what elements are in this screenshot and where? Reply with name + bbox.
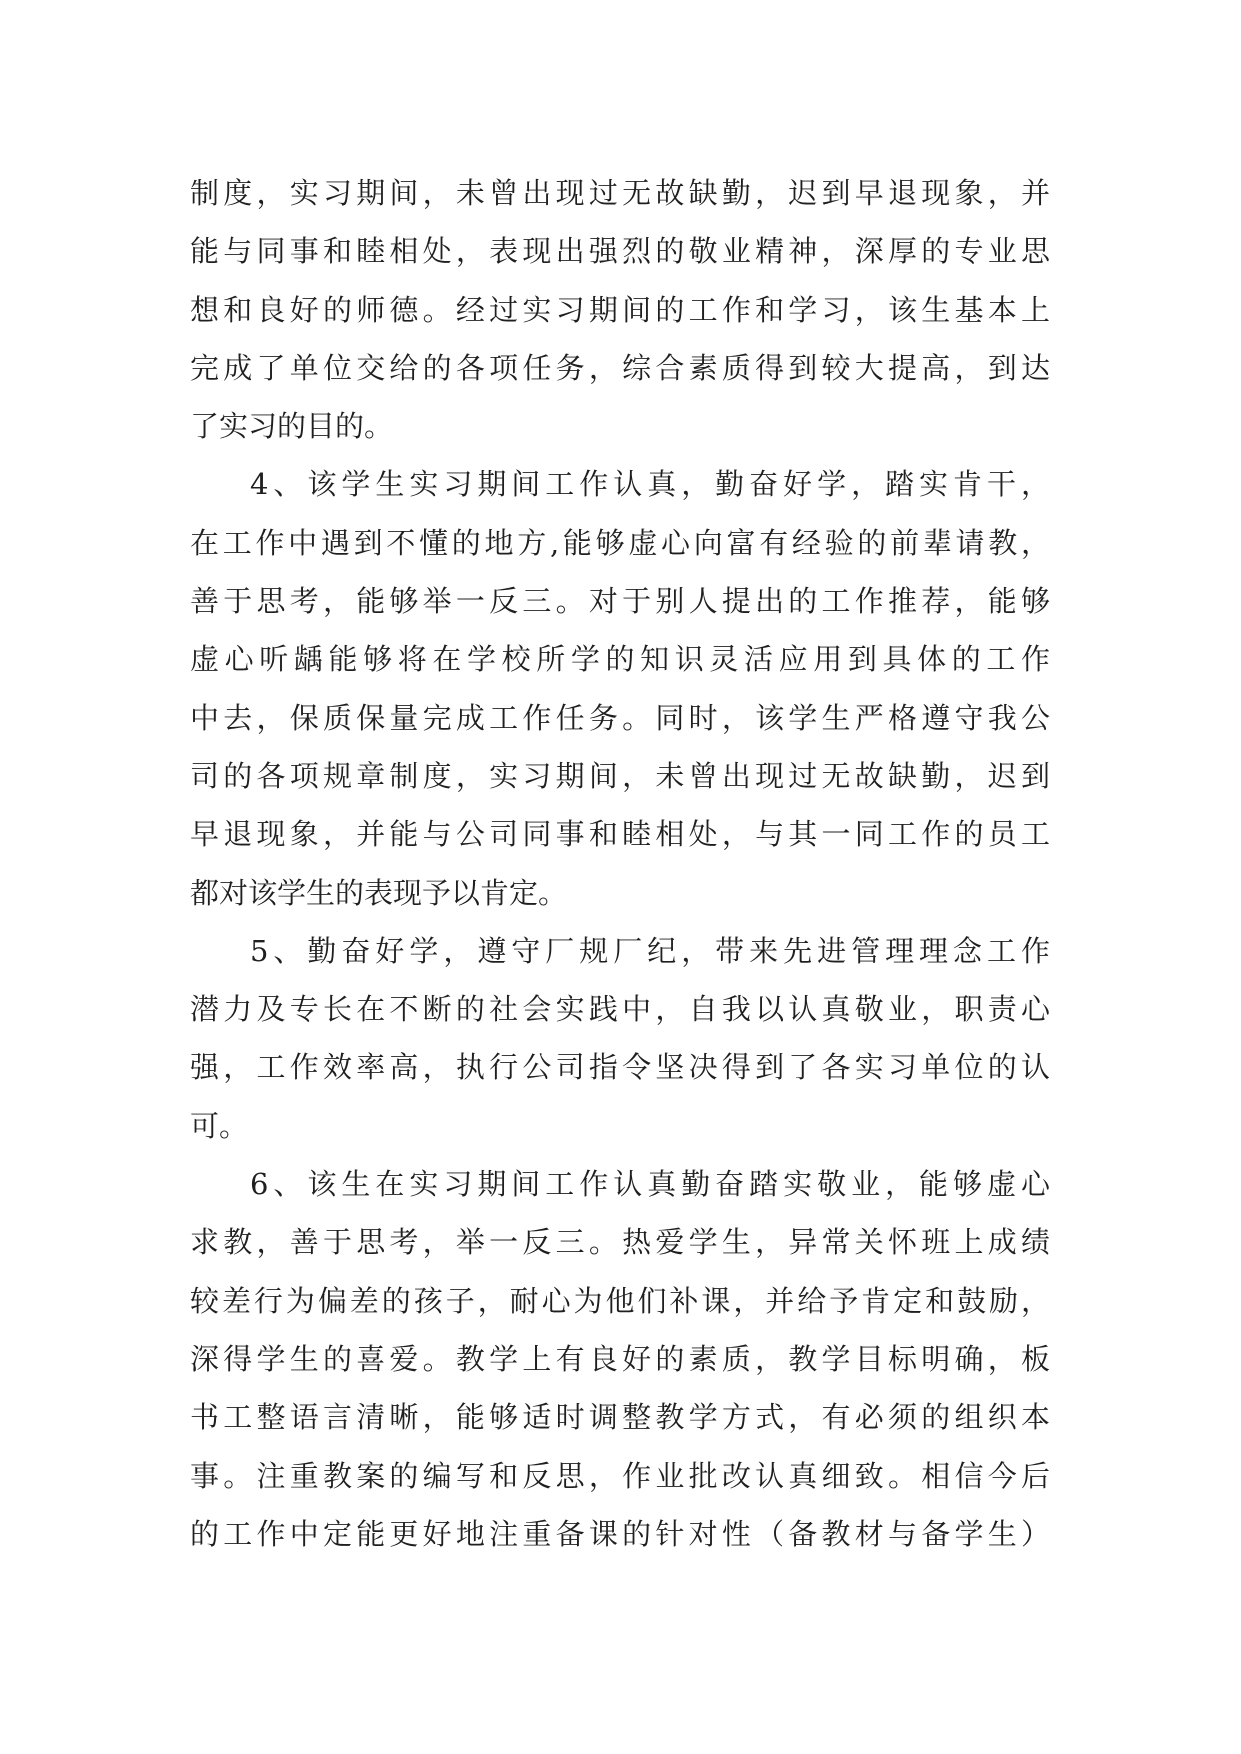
text-line: 想和良好的师德。经过实习期间的工作和学习，该生基本上 (190, 292, 1050, 327)
text-line: 可。 (190, 1108, 249, 1143)
text-line: 在工作中遇到不懂的地方,能够虚心向富有经验的前辈请教， (190, 525, 1050, 560)
text-line: 善于思考，能够举一反三。对于别人提出的工作推荐，能够 (190, 584, 1050, 619)
body-text (190, 164, 1050, 1563)
text-line: 的工作中定能更好地注重备课的针对性（备教材与备学生） (190, 1516, 1050, 1551)
text-line: 强，工作效率高，执行公司指令坚决得到了各实习单位的认 (190, 1050, 1050, 1085)
paragraph-start-5: 5、勤奋好学，遵守厂规厂纪，带来先进管理理念工作 (250, 933, 1050, 968)
text-line: 虚心听龋能够将在学校所学的知识灵活应用到具体的工作 (190, 642, 1050, 677)
text-line: 书工整语言清晰，能够适时调整教学方式，有必须的组织本 (190, 1400, 1050, 1435)
text-line: 能与同事和睦相处，表现出强烈的敬业精神，深厚的专业思 (190, 234, 1050, 269)
paragraph-start-6: 6、该生在实习期间工作认真勤奋踏实敬业，能够虚心 (250, 1167, 1050, 1202)
text-line: 事。注重教案的编写和反思，作业批改认真细致。相信今后 (190, 1458, 1050, 1493)
text-line: 求教，善于思考，举一反三。热爱学生，异常关怀班上成绩 (190, 1225, 1050, 1260)
text-line: 完成了单位交给的各项任务，综合素质得到较大提高，到达 (190, 350, 1050, 385)
text-line: 制度，实习期间，未曾出现过无故缺勤，迟到早退现象，并 (190, 176, 1050, 210)
text-line: 早退现象，并能与公司同事和睦相处，与其一同工作的员工 (190, 817, 1050, 852)
text-line: 司的各项规章制度，实习期间，未曾出现过无故缺勤，迟到 (190, 758, 1050, 793)
text-line: 了实习的目的。 (190, 409, 394, 444)
paragraph-start-4: 4、该学生实习期间工作认真，勤奋好学，踏实肯干， (250, 467, 1050, 502)
text-line: 较差行为偏差的孩子，耐心为他们补课，并给予肯定和鼓励， (190, 1283, 1050, 1318)
text-line: 都对该学生的表现予以肯定。 (190, 875, 568, 910)
text-line: 中去，保质保量完成工作任务。同时，该学生严格遵守我公 (190, 700, 1050, 735)
text-line: 深得学生的喜爱。教学上有良好的素质，教学目标明确，板 (190, 1341, 1050, 1376)
text-line: 潜力及专长在不断的社会实践中，自我以认真敬业，职责心 (190, 992, 1050, 1027)
